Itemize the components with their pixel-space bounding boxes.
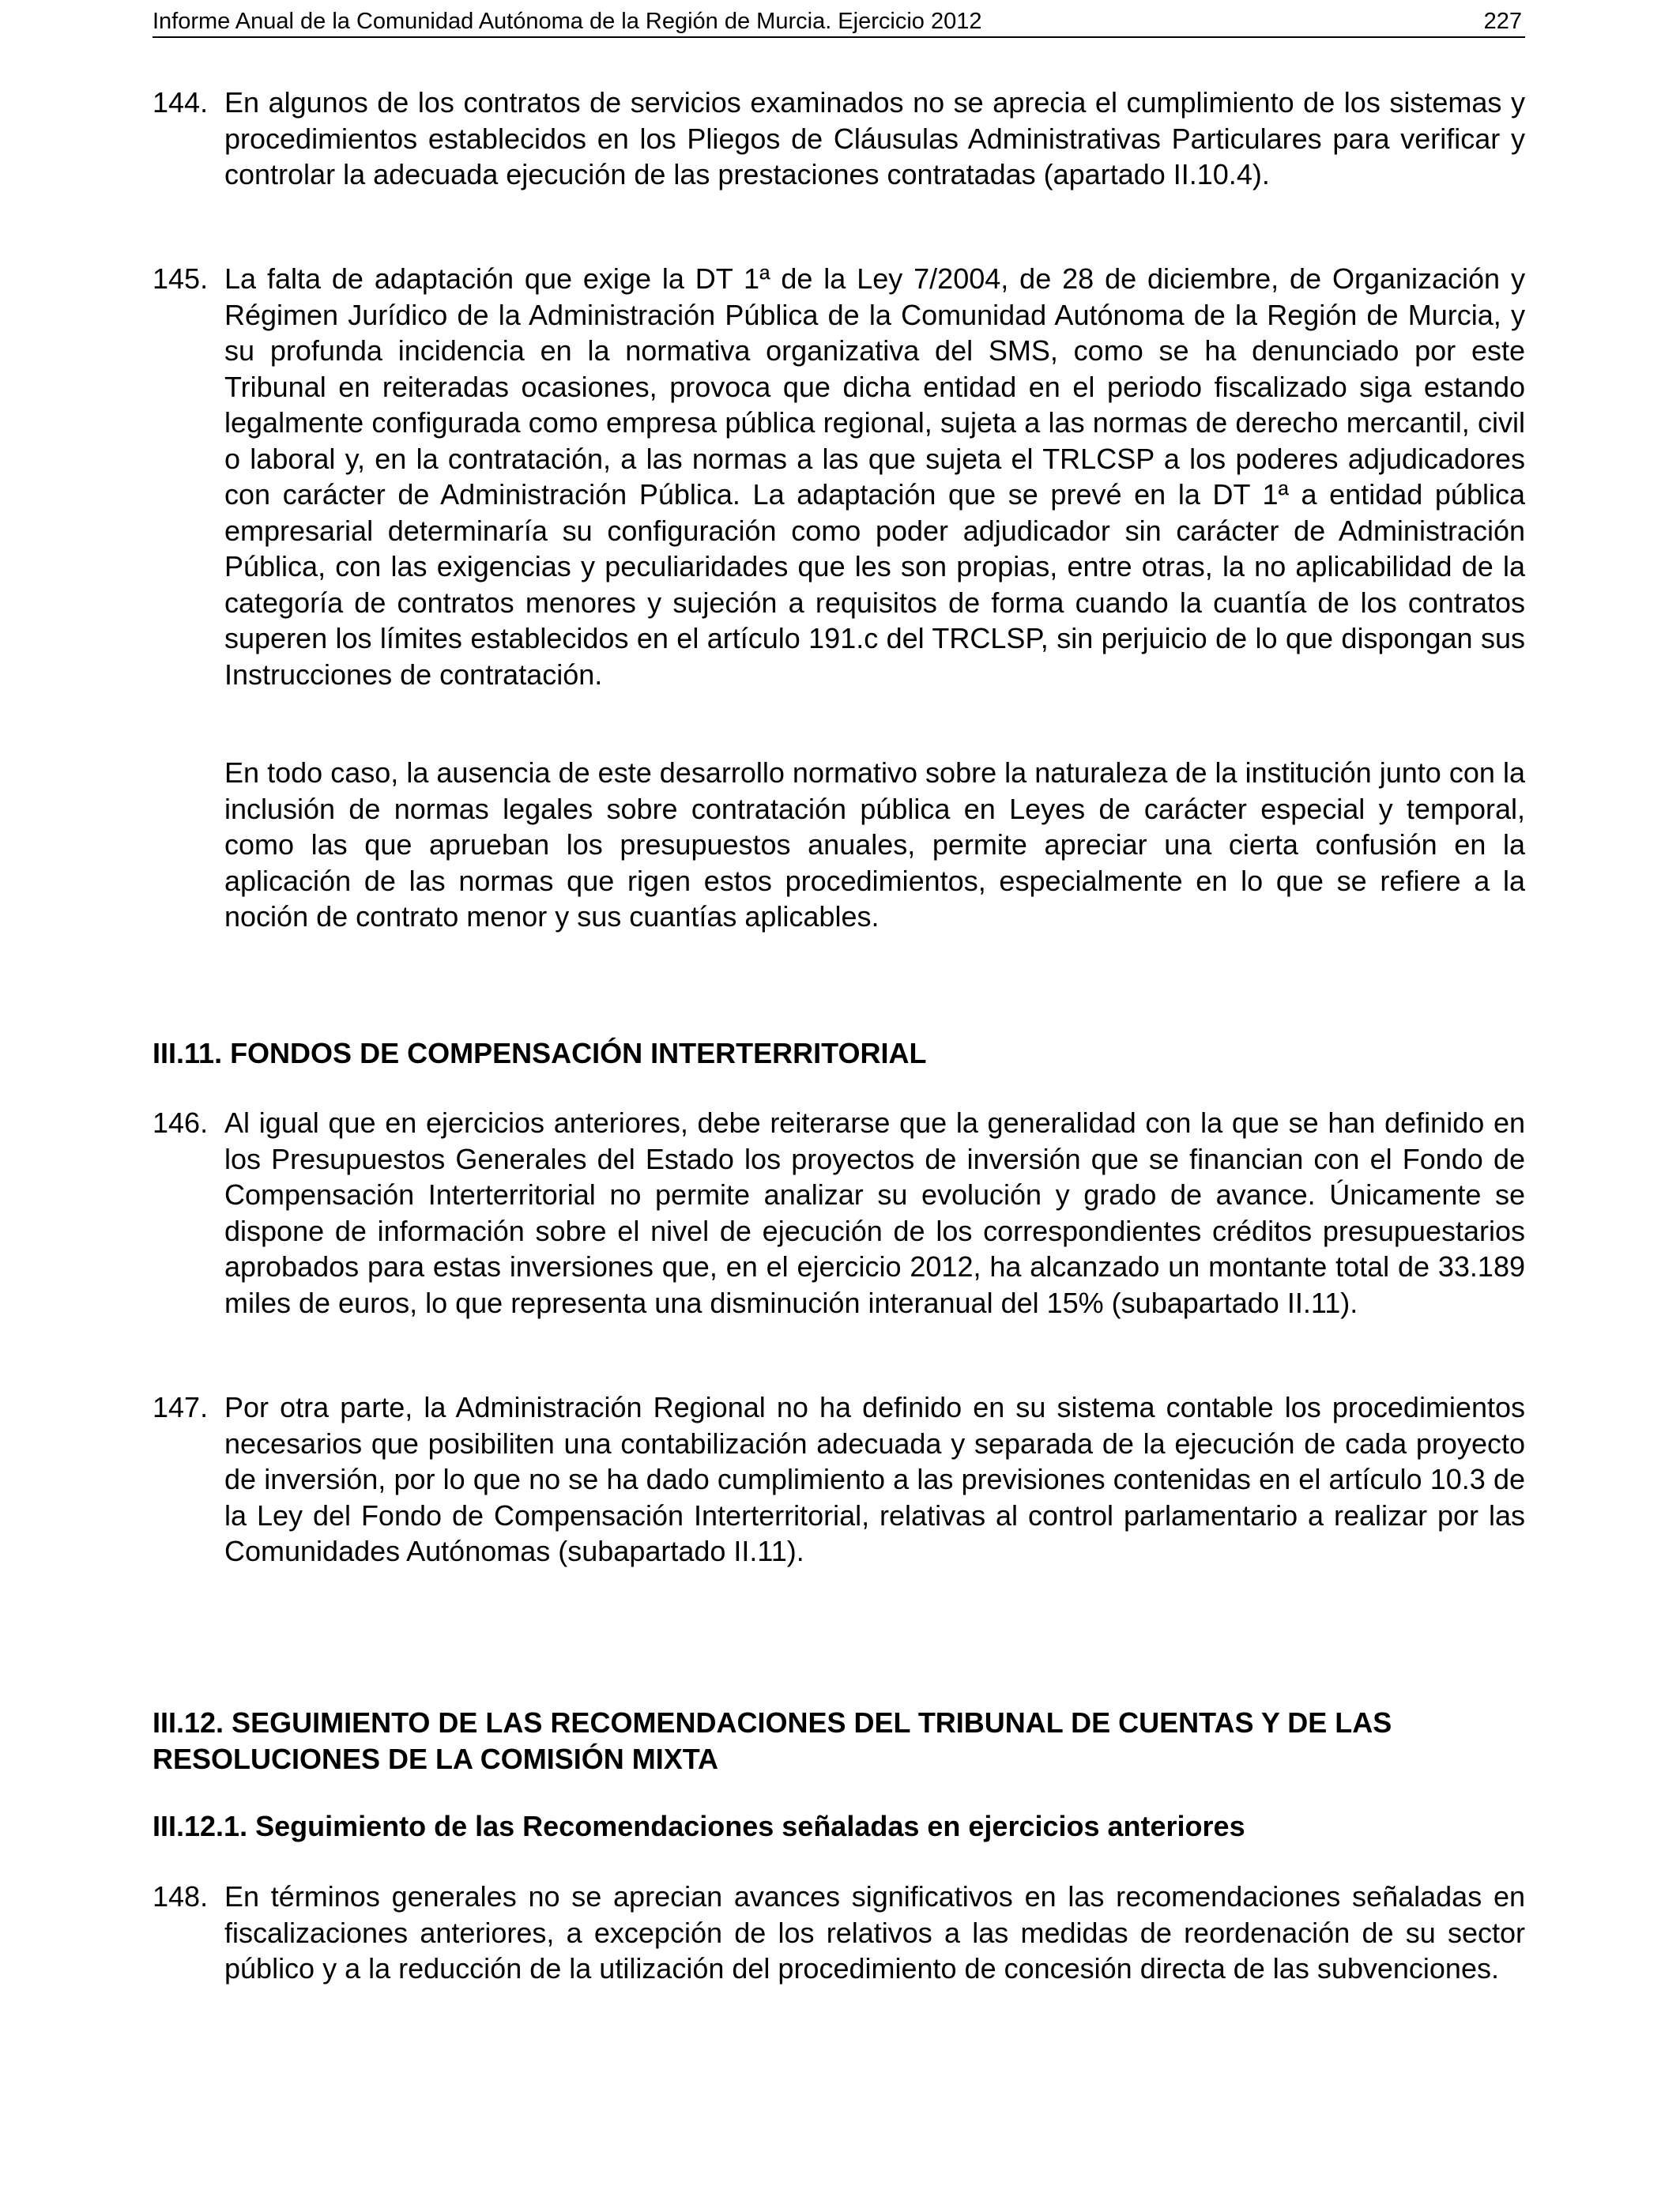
page-number: 227 — [1483, 9, 1522, 34]
paragraph-text: En términos generales no se aprecian avances significativos en las recomendaciones señaladas en fiscalizaciones anteriores, a excepción de los relativos a las medidas de reordenación de su sector público y a la reducción de la utilización del procedimiento de concesión directa de las subvenciones. — [224, 1880, 1525, 1985]
paragraph-number: 145. — [153, 262, 209, 295]
paragraph-145 — [153, 261, 1525, 692]
report-title: Informe Anual de la Comunidad Autónoma de la Región de Murcia. Ejercicio 2012 — [153, 9, 982, 34]
paragraph-text: Al igual que en ejercicios anteriores, debe reiterarse que la generalidad con la que se han definido en los Presupuestos Generales del Estado los proyectos de inversión que se financian con el Fondo de Compensación Interterritorial no permite analizar su evolución y grado de avance. Únicamente se dispone de información sobre el nivel de ejecución de los correspondientes créditos presupuestarios aprobados para estas inversiones que, en el ejercicio 2012, ha alcanzado un montante total de 33.189 miles de euros, lo que representa una disminución interanual del 15% (subapartado II.11). — [224, 1106, 1525, 1319]
paragraph-145-continued — [153, 755, 1525, 935]
paragraph-text: Por otra parte, la Administración Regional no ha definido en su sistema contable los procedimientos necesarios que posibiliten una contabilización adecuada y separada de la ejecución de cada proyecto de inversión, por lo que no se ha dado cumplimiento a las previsiones contenidas en el artículo 10.3 de la Ley del Fondo de Compensación Interterritorial, relativas al control parlamentario a realizar por las Comunidades Autónomas (subapartado II.11). — [224, 1391, 1525, 1567]
paragraph-text: La falta de adaptación que exige la DT 1ª de la Ley 7/2004, de 28 de diciembre, de Organización y Régimen Jurídico de la Administración Pública de la Comunidad Autónoma de la Región de Murcia, y su profunda incidencia en la normativa organizativa del SMS, como se ha denunciado por este Tribunal en reiteradas ocasiones, provoca que dicha entidad en el periodo fiscalizado siga estando legalmente configurada como empresa pública regional, sujeta a las normas de derecho mercantil, civil o laboral y, en la contratación, a las normas a las que sujeta el TRLCSP a los poderes adjudicadores con carácter de Administración Pública. La adaptación que se prevé en la DT 1ª a entidad pública empresarial determinaría su configuración como poder adjudicador sin carácter de Administración Pública, con las exigencias y peculiaridades que les son propias, entre otras, la no aplicabilidad de la categoría de contratos menores y sujeción a requisitos de forma cuando la cuantía de los contratos superen los límites establecidos en el artículo 191.c del TRCLSP, sin perjuicio de lo que dispongan sus Instrucciones de contratación. — [224, 262, 1525, 691]
subsection-heading-iii-12-1: III.12.1. Seguimiento de las Recomendaciones señaladas en ejercicios anteriores — [153, 1810, 1245, 1842]
paragraph-text: En todo caso, la ausencia de este desarrollo normativo sobre la naturaleza de la institución junto con la inclusión de normas legales sobre contratación pública en Leyes de carácter especial y temporal, como las que aprueban los presupuestos anuales, permite apreciar una cierta confusión en la aplicación de las normas que rigen estos procedimientos, especialmente en lo que se refiere a la noción de contrato menor y sus cuantías aplicables. — [224, 756, 1525, 933]
section-heading-iii-11: III.11. FONDOS DE COMPENSACIÓN INTERTERRITORIAL — [153, 1037, 927, 1069]
paragraph-147 — [153, 1389, 1525, 1570]
paragraph-146 — [153, 1105, 1525, 1321]
paragraph-148 — [153, 1879, 1525, 1987]
section-heading-iii-12: III.12. SEGUIMIENTO DE LAS RECOMENDACIONES DEL TRIBUNAL DE CUENTAS Y DE LAS RESOLUCIONES DE LA COMISIÓN MIXTA — [153, 1706, 1392, 1775]
paragraph-number: 146. — [153, 1106, 209, 1139]
paragraph-number: 147. — [153, 1391, 209, 1423]
paragraph-number: 144. — [153, 86, 209, 119]
page-header — [153, 6, 1525, 38]
paragraph-text: En algunos de los contratos de servicios examinados no se aprecia el cumplimiento de los sistemas y procedimientos establecidos en los Pliegos de Cláusulas Administrativas Particulares para verificar y controlar la adecuada ejecución de las prestaciones contratadas (apartado II.10.4). — [224, 86, 1525, 190]
paragraph-number: 148. — [153, 1880, 209, 1913]
paragraph-144 — [153, 85, 1525, 193]
